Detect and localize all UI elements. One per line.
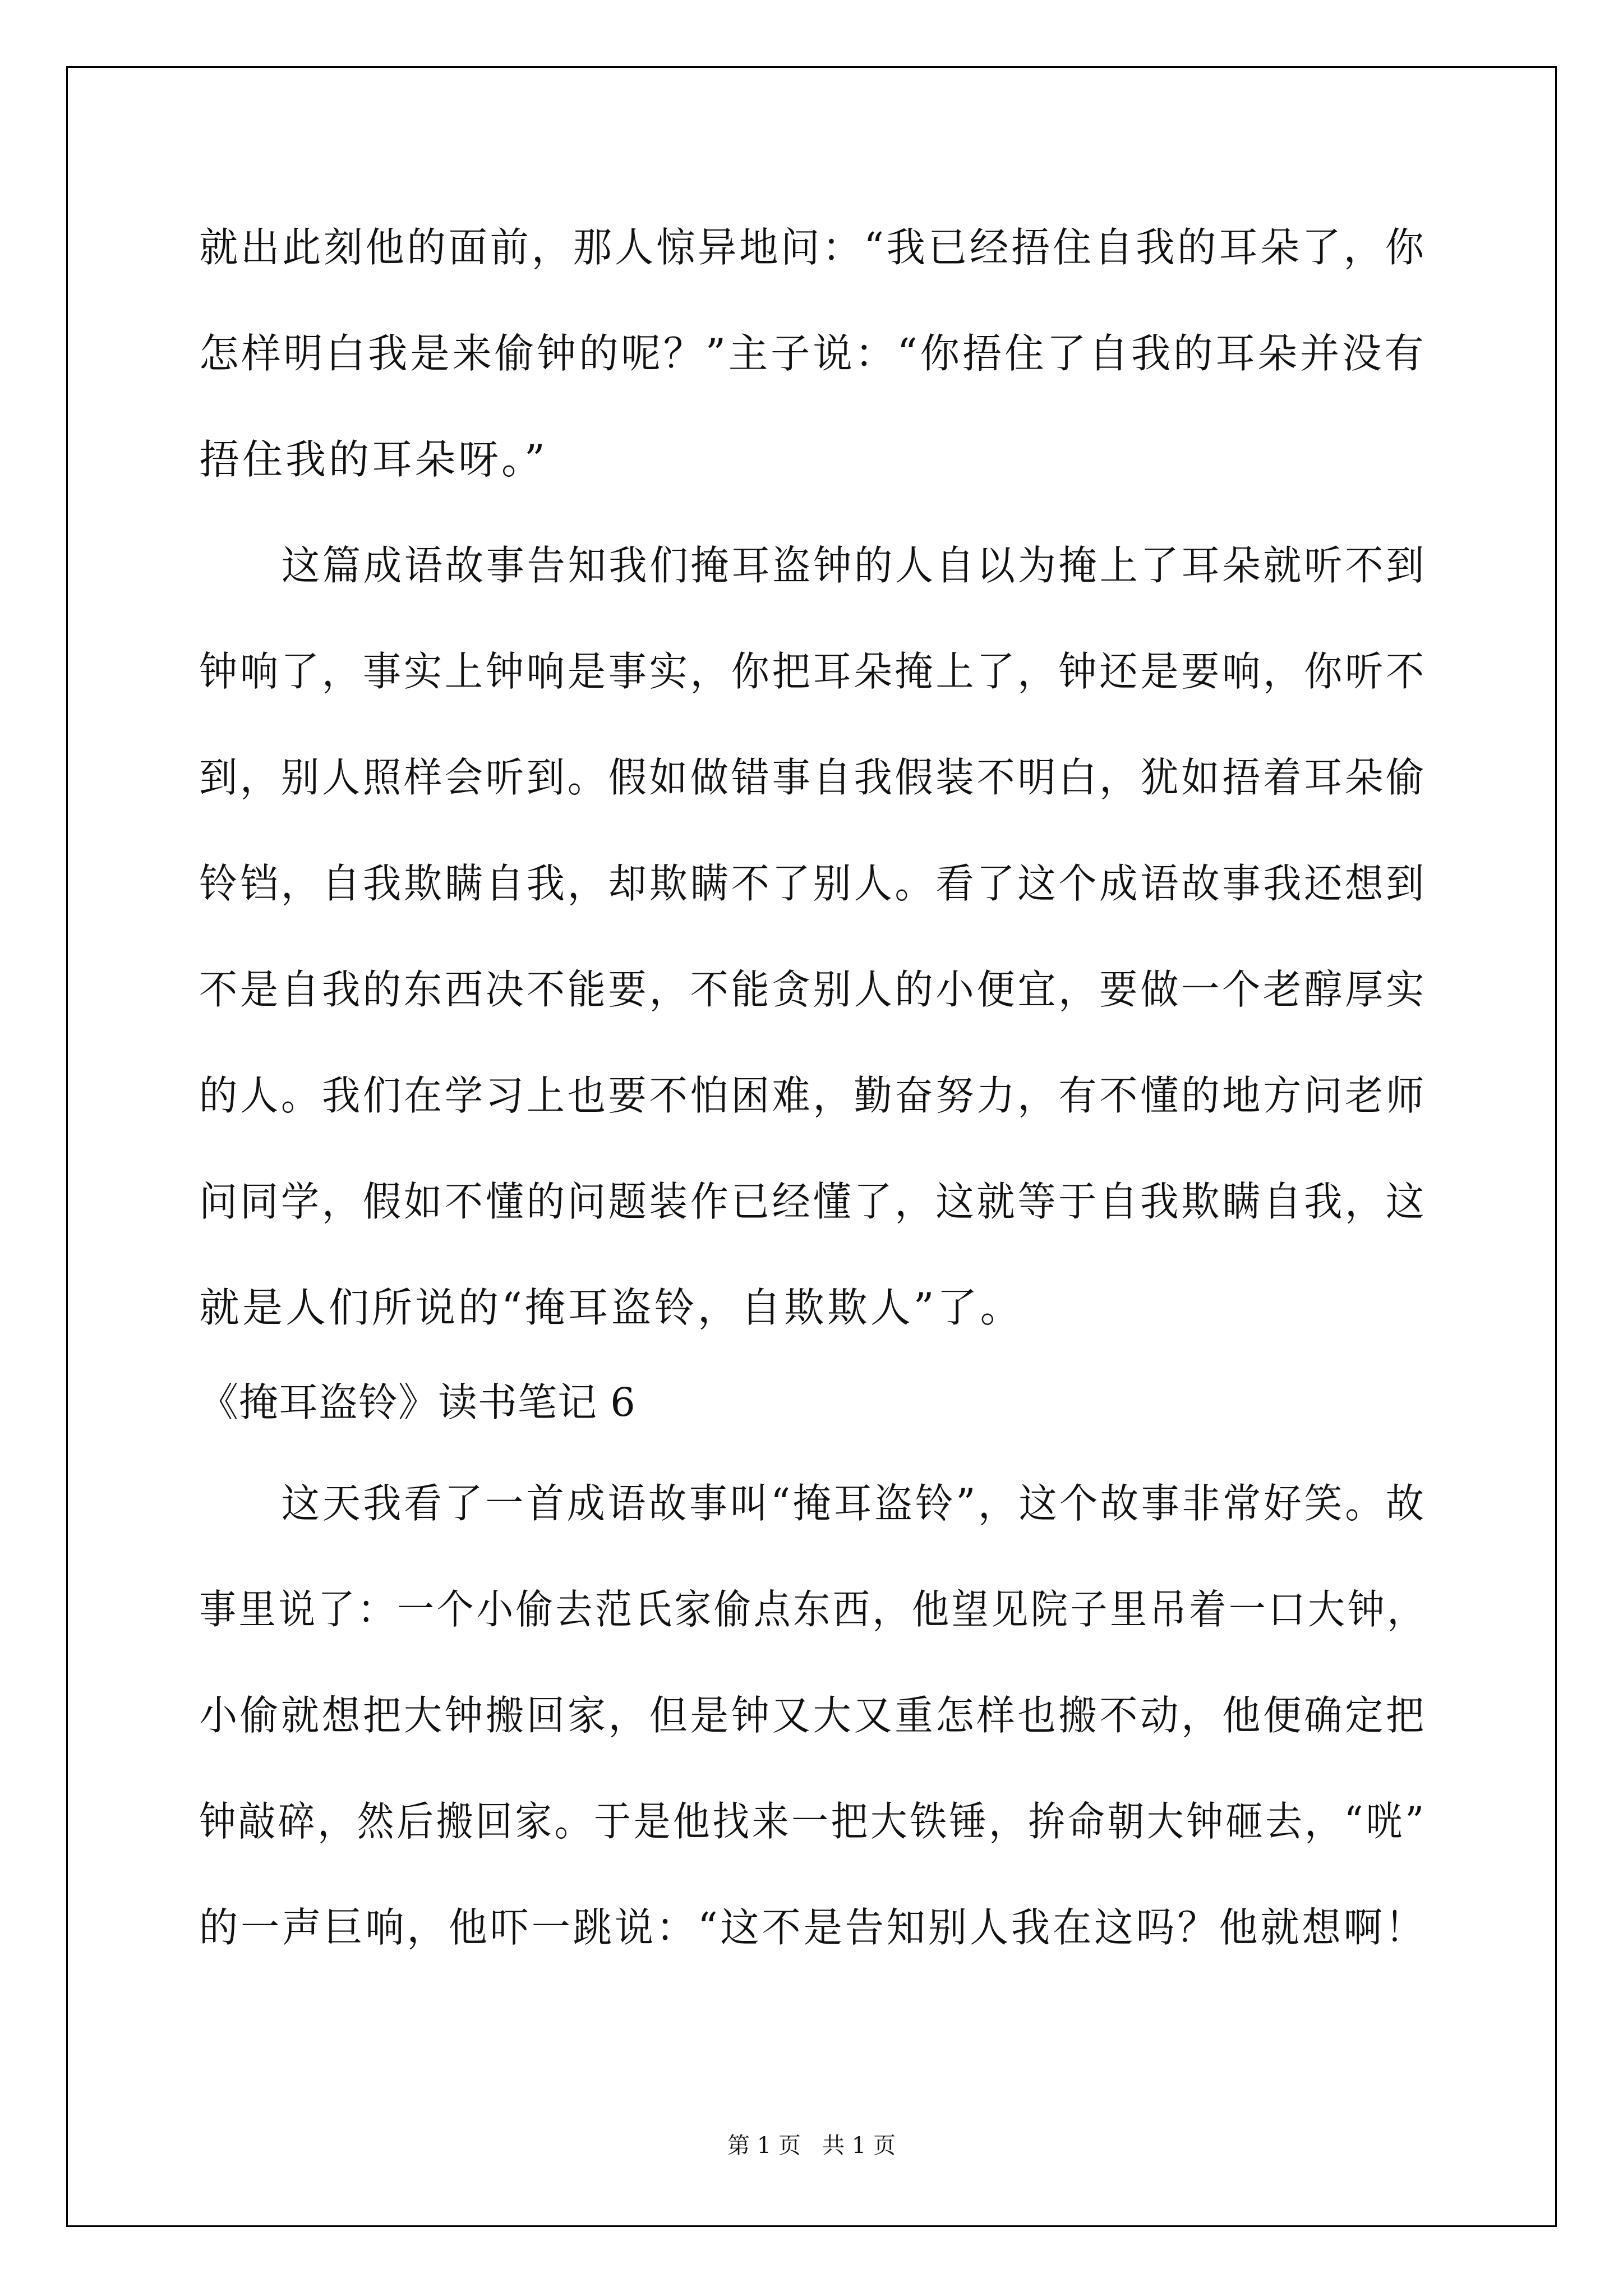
paragraph-3-line-3: 小偷就想把大钟搬回家，但是钟又大又重怎样也搬不动，他便确定把: [199, 1692, 1427, 1739]
paragraph-1-line-3: 捂住我的耳朵呀。”: [199, 436, 548, 483]
paragraph-1-line-2: 怎样明白我是来偷钟的呢？”主子说：“你捂住了自我的耳朵并没有: [199, 330, 1427, 377]
paragraph-2-line-3: 到，别人照样会听到。假如做错事自我假装不明白，犹如捂着耳朵偷: [199, 754, 1427, 801]
paragraph-1-line-1: 就出此刻他的面前，那人惊异地问：“我已经捂住自我的耳朵了，你: [199, 224, 1427, 271]
paragraph-2-line-8: 就是人们所说的“掩耳盗铃，自欺欺人”了。: [199, 1284, 1023, 1331]
paragraph-3-line-5: 的一声巨响，他吓一跳说：“这不是告知别人我在这吗？他就想啊！: [199, 1904, 1427, 1951]
page-number-footer: 第 1 页 共 1 页: [727, 2133, 896, 2159]
paragraph-2-line-5: 不是自我的东西决不能要，不能贪别人的小便宜，要做一个老醇厚实: [199, 966, 1427, 1013]
paragraph-3-line-4: 钟敲碎，然后搬回家。于是他找来一把大铁锤，拚命朝大钟砸去，“咣”: [199, 1798, 1427, 1845]
paragraph-2-line-2: 钟响了，事实上钟响是事实，你把耳朵掩上了，钟还是要响，你听不: [199, 648, 1427, 695]
paragraph-2-line-7: 问同学，假如不懂的问题装作已经懂了，这就等于自我欺瞒自我，这: [199, 1178, 1427, 1225]
paragraph-2-line-4: 铃铛，自我欺瞒自我，却欺瞒不了别人。看了这个成语故事我还想到: [199, 860, 1427, 907]
paragraph-3-line-1: 这天我看了一首成语故事叫“掩耳盗铃”，这个故事非常好笑。故: [282, 1480, 1427, 1527]
paragraph-3-line-2: 事里说了：一个小偷去范氏家偷点东西，他望见院子里吊着一口大钟，: [199, 1586, 1427, 1633]
section-title: 《掩耳盗铃》读书笔记 6: [199, 1379, 636, 1425]
paragraph-2-line-6: 的人。我们在学习上也要不怕困难，勤奋努力，有不懂的地方问老师: [199, 1072, 1427, 1119]
paragraph-2-line-1: 这篇成语故事告知我们掩耳盗钟的人自以为掩上了耳朵就听不到: [282, 542, 1427, 589]
